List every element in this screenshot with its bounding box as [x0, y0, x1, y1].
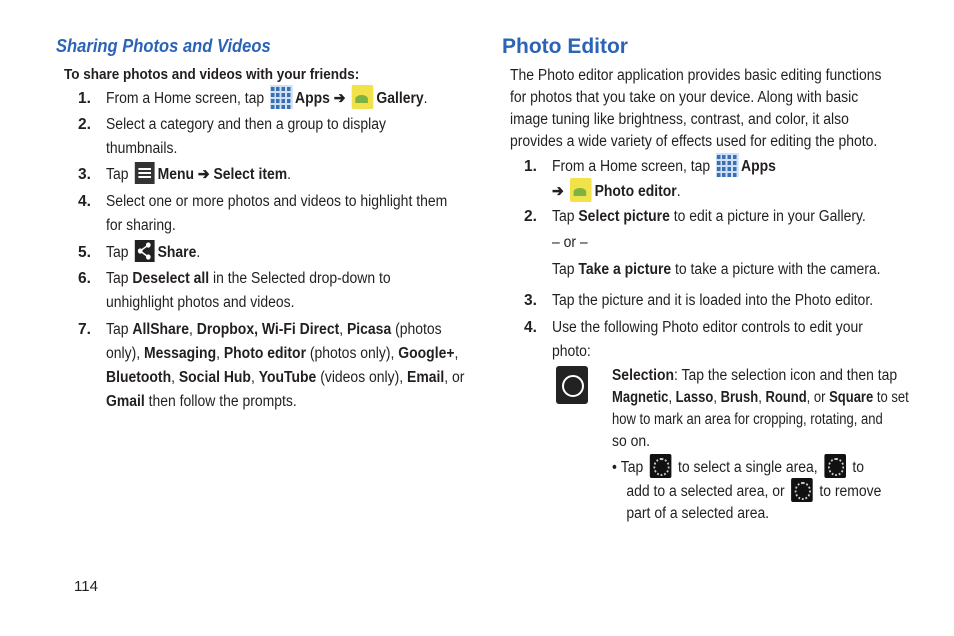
step-number: 5.	[78, 244, 91, 261]
dropbox-label: Dropbox, Wi-Fi Direct	[196, 321, 340, 338]
text: , or	[444, 369, 465, 386]
photo-editor-label: Photo editor	[594, 183, 677, 201]
intro-line: provides a wide variety of effects used for editing the photo.	[510, 133, 878, 150]
step-text: thumbnails.	[106, 140, 178, 157]
or-separator: – or –	[552, 234, 588, 251]
text: ,	[758, 389, 766, 406]
google-plus-label: Google+	[398, 345, 455, 362]
text: ,	[216, 345, 224, 362]
menu-label: Menu	[157, 166, 195, 183]
photo-editor-label: Photo editor	[223, 345, 307, 362]
text: (photos	[391, 321, 442, 338]
text: how to mark an area for cropping, rotating, and	[612, 411, 883, 428]
step-number: 2.	[78, 116, 91, 133]
step-text	[106, 267, 391, 291]
messaging-label: Messaging	[143, 345, 217, 362]
right-column	[502, 34, 912, 523]
gmail-label: Gmail	[106, 393, 145, 410]
text: ,	[339, 321, 347, 338]
add-selection-icon	[824, 454, 846, 478]
text: ,	[713, 389, 721, 406]
lead-text: To share photos and videos with your friends:	[64, 66, 360, 83]
text: .	[676, 183, 681, 201]
step-text	[552, 258, 881, 282]
step-text: photo:	[552, 343, 591, 360]
step-text	[106, 241, 200, 265]
text: to set	[873, 389, 909, 406]
step-text	[106, 342, 458, 366]
step-number: 1.	[78, 90, 91, 107]
intro-line: image tuning like brightness, contrast, and color, it also	[510, 111, 849, 128]
text: From a Home screen, tap	[552, 158, 711, 176]
step-text	[106, 366, 464, 390]
text: (photos only),	[306, 345, 399, 362]
text: Tap	[106, 166, 129, 183]
step-number: 6.	[78, 270, 91, 287]
step-text	[106, 163, 291, 187]
text: ,	[171, 369, 179, 386]
round-label: Round	[765, 389, 807, 406]
share-icon	[135, 240, 155, 262]
step-text	[106, 87, 428, 111]
text	[612, 480, 882, 504]
gallery-label: Gallery	[376, 90, 424, 108]
page-title: Photo Editor	[502, 35, 628, 58]
selection-bullet	[612, 456, 912, 526]
text: ,	[668, 389, 676, 406]
text	[612, 364, 898, 388]
step-number: 2.	[524, 208, 537, 225]
text: to edit a picture in your Gallery.	[673, 208, 866, 225]
step-text: for sharing.	[106, 217, 176, 234]
text: part of a selected area.	[626, 505, 770, 523]
text: ,	[454, 345, 459, 362]
bluetooth-label: Bluetooth	[106, 369, 172, 386]
step-text	[106, 390, 297, 414]
text: , or	[806, 389, 830, 406]
text: Tap	[552, 261, 575, 278]
allshare-label: AllShare	[132, 321, 189, 338]
step-text	[106, 318, 442, 342]
step-number: 3.	[78, 166, 91, 183]
text: only),	[106, 345, 144, 362]
step-text	[552, 180, 681, 204]
text: to select a single area,	[678, 459, 818, 477]
text: Tap	[620, 459, 644, 477]
remove-selection-icon	[791, 478, 813, 502]
youtube-label: YouTube	[258, 369, 317, 386]
square-label: Square	[829, 389, 874, 406]
lasso-label: Lasso	[675, 389, 714, 406]
select-item-label: Select item	[213, 166, 288, 183]
step-text: Use the following Photo editor controls to edit your	[552, 319, 863, 336]
step-number: 4.	[524, 319, 537, 336]
apps-label: Apps	[295, 90, 330, 108]
step-text: unhighlight photos and videos.	[106, 294, 295, 311]
text: Tap	[106, 244, 129, 261]
text: (videos only),	[316, 369, 408, 386]
text: then follow the prompts.	[144, 393, 297, 410]
text: ,	[250, 369, 259, 386]
text: .	[196, 244, 201, 261]
social-hub-label: Social Hub	[178, 369, 251, 386]
arrow: ➔	[197, 166, 210, 183]
arrow: ➔	[333, 90, 346, 108]
step-number: 4.	[78, 193, 91, 210]
step-text	[552, 155, 776, 179]
picasa-label: Picasa	[346, 321, 392, 338]
text	[612, 386, 909, 410]
apps-icon	[271, 85, 293, 109]
deselect-all-label: Deselect all	[132, 270, 210, 287]
share-label: Share	[157, 244, 197, 261]
step-number: 1.	[524, 158, 537, 175]
intro-line: The Photo editor application provides basic editing functions	[510, 67, 882, 84]
left-column	[56, 34, 466, 410]
section-heading: Sharing Photos and Videos	[56, 36, 271, 56]
text: in the Selected drop-down to	[213, 270, 391, 287]
text: Tap	[106, 270, 129, 287]
photo-editor-icon	[570, 178, 592, 202]
step-number: 3.	[524, 292, 537, 309]
text: to remove	[819, 483, 882, 501]
select-picture-label: Select picture	[578, 208, 670, 225]
intro-line: for photos that you take on your device. Along with basic	[510, 89, 859, 106]
apps-icon	[717, 153, 739, 177]
arrow: ➔	[552, 183, 564, 201]
menu-icon	[135, 162, 155, 184]
email-label: Email	[407, 369, 445, 386]
text: From a Home screen, tap	[106, 90, 265, 108]
selection-label: Selection	[612, 367, 675, 384]
text: .	[423, 90, 428, 108]
text: to	[852, 459, 865, 477]
step-text	[552, 205, 866, 229]
step-text: Select one or more photos and videos to highlight them	[106, 193, 448, 210]
text	[612, 456, 882, 480]
selection-description	[612, 364, 912, 454]
intro-paragraph	[510, 64, 923, 154]
take-picture-label: Take a picture	[578, 261, 672, 278]
step-text: Select a category and then a group to display	[106, 116, 386, 133]
text: : Tap the selection icon and then tap	[674, 367, 898, 384]
step-text: Tap the picture and it is loaded into the Photo editor.	[552, 292, 874, 309]
text: Tap	[552, 208, 575, 225]
brush-label: Brush	[720, 389, 759, 406]
text: .	[287, 166, 292, 183]
gallery-icon	[352, 85, 374, 109]
text: to take a picture with the camera.	[675, 261, 881, 278]
bullet: •	[612, 459, 617, 477]
text: Tap	[106, 321, 133, 338]
step-number: 7.	[78, 321, 91, 338]
single-selection-icon	[650, 454, 672, 478]
page-number: 114	[74, 578, 98, 595]
selection-icon	[556, 366, 588, 404]
apps-label: Apps	[741, 158, 776, 176]
text: so on.	[612, 433, 651, 450]
text: add to a selected area, or	[626, 483, 785, 501]
magnetic-label: Magnetic	[612, 389, 669, 406]
text: ,	[188, 321, 197, 338]
